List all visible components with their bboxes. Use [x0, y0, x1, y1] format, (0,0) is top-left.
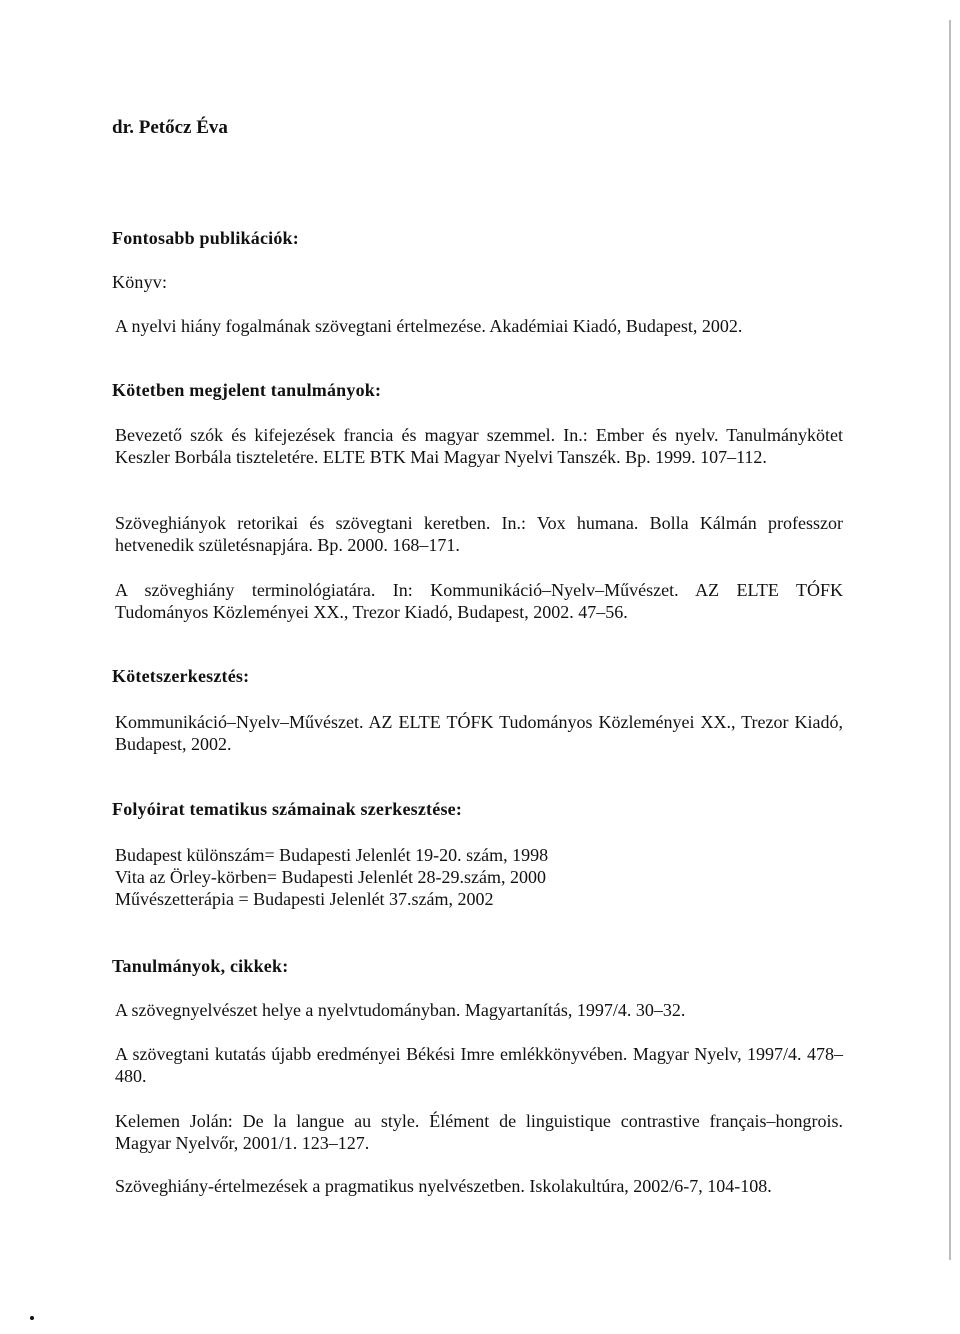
article-item-4	[115, 1175, 843, 1197]
volume-study-entry: Szöveghiányok retorikai és szövegtani keretben. In.: Vox humana. Bolla Kálmán professzor hetvenedik születésnapjára. Bp. 2000. 168–171.	[115, 513, 843, 555]
article-entry: A szövegtani kutatás újabb eredményei Békési Imre emlékkönyvében. Magyar Nyelv, 1997/4. 478–480.	[115, 1044, 843, 1086]
article-entry: Kelemen Jolán: De la langue au style. Élément de linguistique contrastive français–hongrois. Magyar Nyelvőr, 2001/1. 123–127.	[115, 1111, 843, 1153]
journal-line-3: Művészetterápia = Budapesti Jelenlét 37.szám, 2002	[115, 889, 494, 909]
article-entry: Szöveghiány-értelmezések a pragmatikus nyelvészetben. Iskolakultúra, 2002/6-7, 104-108.	[115, 1176, 772, 1196]
editing-entry: Kommunikáció–Nyelv–Művészet. AZ ELTE TÓFK Tudományos Közleményei XX., Trezor Kiadó, Budapest, 2002.	[115, 712, 843, 754]
articles-heading: Tanulmányok, cikkek:	[112, 956, 289, 976]
book-heading: Könyv:	[112, 272, 168, 292]
volume-studies-heading: Kötetben megjelent tanulmányok:	[112, 380, 382, 400]
editing-item	[115, 711, 843, 755]
volume-study-item-2	[115, 512, 843, 556]
article-item-3	[115, 1110, 843, 1154]
article-entry: A szövegnyelvészet helye a nyelvtudományban. Magyartanítás, 1997/4. 30–32.	[115, 1000, 686, 1020]
volume-study-entry: Bevezető szók és kifejezések francia és magyar szemmel. In.: Ember és nyelv. Tanulmánykötet Keszler Borbála tiszteletére. ELTE BTK Mai Magyar Nyelvi Tanszék. Bp. 1999. 107–112.	[115, 425, 843, 467]
scan-edge-line	[949, 20, 951, 1260]
journal-line-2: Vita az Örley-körben= Budapesti Jelenlét 28-29.szám, 2000	[115, 867, 546, 887]
article-item-1	[115, 999, 843, 1021]
book-item	[115, 315, 843, 337]
scan-speck	[30, 1316, 34, 1320]
article-item-2	[115, 1043, 843, 1087]
volume-study-entry: A szöveghiány terminológiatára. In: Kommunikáció–Nyelv–Művészet. AZ ELTE TÓFK Tudományos Közleményei XX., Trezor Kiadó, Budapest, 2002. 47–56.	[115, 580, 843, 622]
journal-editing-heading: Folyóirat tematikus számainak szerkesztése:	[112, 799, 463, 819]
journal-line-1: Budapest különszám= Budapesti Jelenlét 19-20. szám, 1998	[115, 845, 549, 865]
volume-study-item-3	[115, 579, 843, 623]
volume-study-item-1	[115, 424, 843, 468]
author-name: dr. Petőcz Éva	[112, 117, 228, 138]
editing-heading: Kötetszerkesztés:	[112, 666, 250, 686]
book-entry: A nyelvi hiány fogalmának szövegtani értelmezése. Akadémiai Kiadó, Budapest, 2002.	[115, 316, 743, 336]
publications-heading: Fontosabb publikációk:	[112, 228, 299, 248]
